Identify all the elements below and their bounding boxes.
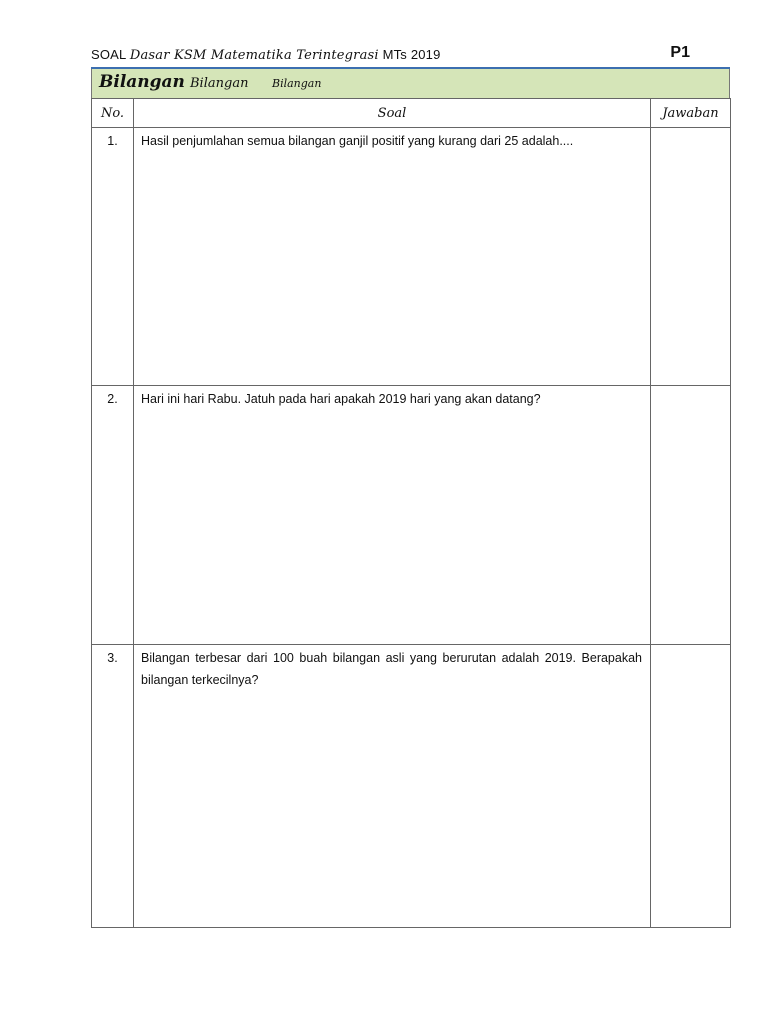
question-number: 3. [92, 645, 134, 928]
answer-cell[interactable] [651, 386, 731, 645]
title-suffix: MTs 2019 [382, 47, 441, 62]
column-header-jawaban: Jawaban [651, 99, 731, 128]
column-header-no: No. [92, 99, 134, 128]
column-header-soal: Soal [134, 99, 651, 128]
title-prefix: SOAL [91, 47, 127, 62]
section-subtitle-1: Bilangan [190, 76, 249, 91]
page-header [91, 44, 730, 68]
table-row [92, 128, 731, 386]
question-table [91, 98, 731, 928]
section-band [91, 69, 730, 98]
table-row [92, 645, 731, 928]
table-header-row [92, 99, 731, 128]
question-number: 1. [92, 128, 134, 386]
answer-cell[interactable] [651, 645, 731, 928]
question-number: 2. [92, 386, 134, 645]
question-text: Hari ini hari Rabu. Jatuh pada hari apakah 2019 hari yang akan datang? [134, 386, 651, 645]
section-title: Bilangan [99, 72, 185, 92]
table-row [92, 386, 731, 645]
section-subtitle-2: Bilangan [272, 77, 322, 90]
title-handwritten: Dasar KSM Matematika Terintegrasi [129, 48, 379, 63]
question-text: Bilangan terbesar dari 100 buah bilangan asli yang berurutan adalah 2019. Berapakah bilangan terkecilnya? [134, 645, 651, 928]
document-title [91, 47, 441, 63]
document-code: P1 [670, 44, 690, 61]
question-text: Hasil penjumlahan semua bilangan ganjil positif yang kurang dari 25 adalah.... [134, 128, 651, 386]
answer-cell[interactable] [651, 128, 731, 386]
